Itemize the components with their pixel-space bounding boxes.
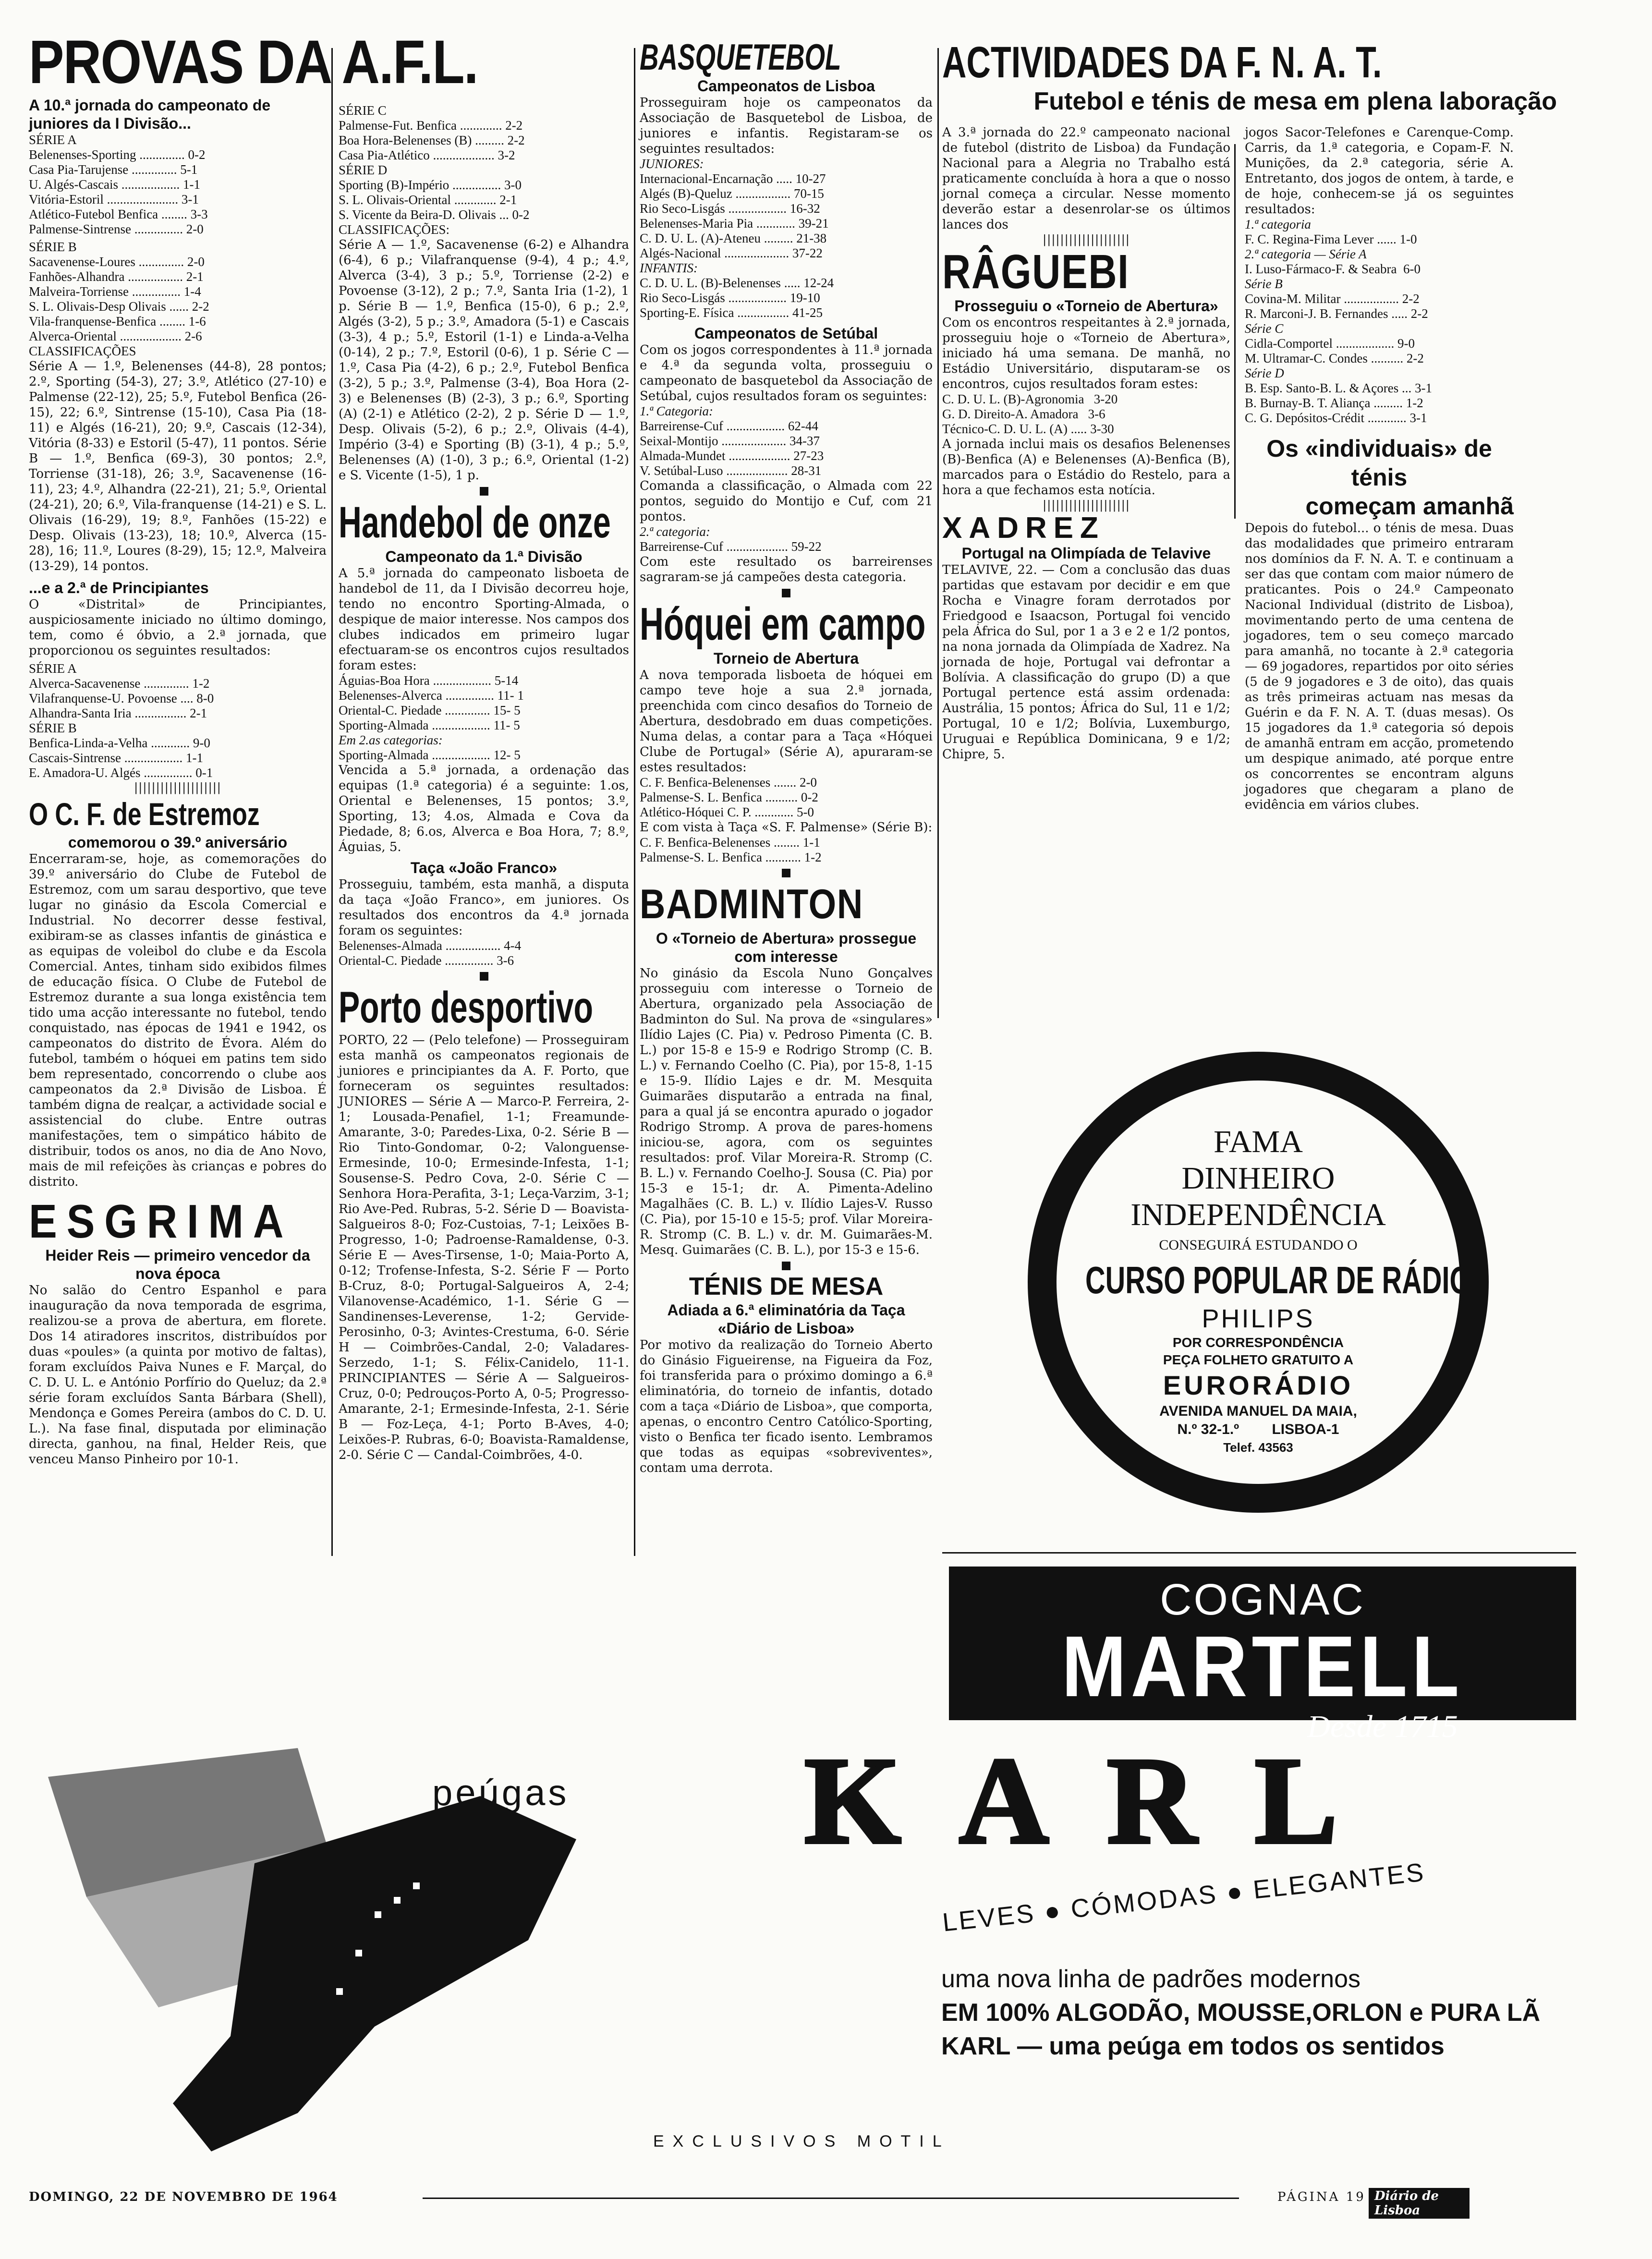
result-row: Alverca-Sacavenense .............. 1-2 bbox=[29, 676, 210, 691]
xadrez-text: TELAVIVE, 22. — Com a conclusão das duas partidas que estavam por decidir e em que Rocha e Vinagre foram derrotados por Friedgood e Isaacson, Portugal foi vencido pela África do Sul, por 1 a 3 e 2 e 1/2 pontos, na nona jornada da Olimpíada de Xadrez. Na jornada de hoje, Portugal vai defrontar a Bolívia. A classificação do grupo (D) a que Portugal pertence está assim ordenada: Austrália, 15 pontos; África do Sul, 11 e 1/2; Portugal, 10 e 1/2; Bolívia, Luxemburgo, Uruguai e República Dominicana, 9 e 1/2; Chipre, 5. bbox=[942, 563, 1230, 762]
result-row: Sporting-E. Física ................ 41-25 bbox=[640, 305, 823, 320]
radio-ad-line: FAMA bbox=[1214, 1124, 1303, 1159]
tenis-subtitle: Adiada a 6.ª eliminatória da Taça «Diário de Lisboa» bbox=[667, 1301, 905, 1337]
column-fnat bbox=[942, 38, 1576, 1037]
karl-line: uma nova linha de padrões modernos bbox=[941, 1965, 1361, 1993]
martell-line: Desde 1715 bbox=[1307, 1709, 1458, 1744]
karl-line: KARL — uma peúga em todos os sentidos bbox=[941, 2032, 1445, 2060]
result-row: Internacional-Encarnação ..... 10-27 bbox=[640, 171, 826, 186]
column-rule bbox=[634, 48, 635, 1556]
category-label: 1.ª Categoria: bbox=[640, 404, 713, 418]
badminton-title: BADMINTON bbox=[640, 881, 864, 927]
badminton-text: No ginásio da Escola Nuno Gonçalves prosseguiu com interesse o Torneio de Abertura, organizado pela Associação de Badminton do Sul. Na prova de «singulares» Ilídio Lajes (C. Pia) v. Pedroso Pimenta (C. B. L.) por 15-8 e 15-9 e Rodrigo Stromp (C. B. L.) v. Fernando Coelho (C. Pia), por 15-8, 1-15 e 15-9. Ilídio Lajes e dr. M. Mesquita Guimarães disputarão a entrada na final, para a qual já se encontra apurado o jogador Rodrigo Stromp. A prova de pares-homens iniciou-se, agora, com os seguintes resultados: prof. Vilar Moreira-R. Stromp (C. B. L.) v. Fernando Coelho-J. Sousa (C. Pia) por 15-3 e 15-1; dr. A. Pimenta-Adelino Magalhães (C. B. L.) v. Ilídio Lajes-V. Russo (C. Pia), por 15-10 e 15-5; prof. Vilar Moreira-R. Stromp (C. B. L.) v. dr. M. Guimarães-M. Mesq. Guimarães (C. B. L.), por 15-3 e 15-6. bbox=[640, 966, 933, 1257]
karl-line: EM 100% ALGODÃO, MOUSSE,ORLON e PURA LÃ bbox=[941, 1999, 1541, 2027]
result-row: Atlético-Hóquei C. P. ............ 5-0 bbox=[640, 805, 814, 819]
raguebi-text: Com os encontros respeitantes à 2.ª jornada, prosseguiu hoje o «Torneio de Abertura», iniciado há uma semana. De manhã, no Estádio Universitário, disputaram-se os encontros, cujos resultados foram estes: bbox=[942, 316, 1230, 391]
porto-text: PORTO, 22 — (Pelo telefone) — Prosseguiram esta manhã os campeonatos regionais de juniores e principiantes da A. F. Porto, que forneceram os seguintes resultados: JUNIORES — Série A — Marco-P. Ferreira, 2-1; Lousada-Penafiel, 1-1; Freamunde-Amarante, 3-0; Paredes-Lixa, 0-2. Série B — Rio Tinto-Gondomar, 0-2; Valonguense-Ermesinde, 10-0; Ermesinde-Infesta, 1-1; Sousense-S. Pedro Cova, 2-0. Série C — Senhora Hora-Perafita, 3-1; Leça-Varzim, 3-1; Rio Ave-Ped. Rubras, 5-2. Série D — Boavista-Salgueiros 8-0; Foz-Custoias, 7-1; Leixões B-Progresso, 1-0; Padroense-Ramaldense, 0-3. Série E — Aves-Tirsense, 1-0; Maia-Porto A, 0-12; Trofense-Infesta, S-2. Série F — Porto B-Cruz, 8-0; Portugal-Salgueiros A, 2-4; Vilanovense-Académico, 1-1. Série G — Sandinenses-Leverense, 1-2; Gervide-Perosinho, 0-3; Avintes-Crestuma, 6-0. Série H — Coimbrões-Candal, 2-0; Valadares-Serzedo, 1-1; S. Félix-Canidelo, 11-1. PRINCIPIANTES — Série A — Salgueiros-Cruz, 0-0; Pedrouços-Porto A, 0-5; Progresso-Amarante, 2-1; Ermesinde-Infesta, 2-1. Série B — Foz-Leça, 4-1; Porto B-Aves, 4-0; Leixões-P. Rubras, 6-0; Boavista-Ramaldense, 2-0. Série C — Candal-Coimbrões, 4-0. bbox=[339, 1033, 629, 1462]
afl-title: PROVAS DA A.F.L. bbox=[29, 28, 478, 97]
estremoz-subtitle: comemorou o 39.º aniversário bbox=[68, 834, 288, 851]
result-row: Vitória-Estoril ...................... 3-1 bbox=[29, 192, 199, 206]
raguebi-subtitle: Prosseguiu o «Torneio de Abertura» bbox=[954, 297, 1218, 315]
section-divider bbox=[339, 483, 629, 498]
tenis-text: Por motivo da realização do Torneio Aberto do Ginásio Figueirense, na Figueira da Foz, foi transferida para o próximo domingo a 6.ª eliminatória, do torneio de infantis, dotado com a taça «Diário de Lisboa», que comporta, apenas, o encontro Centro Católico-Sporting, visto o Benfica ter ficado isento. Lembramos que todas as equipas «sobreviventes», contam uma derrota. bbox=[640, 1338, 933, 1475]
result-row: Sacavenense-Loures .............. 2-0 bbox=[29, 255, 205, 269]
result-row: I. Luso-Fármaco-F. & Seabra 6-0 bbox=[1245, 262, 1421, 276]
serie-label: SÉRIE C bbox=[339, 103, 387, 118]
category-label: 2.ª categoria: bbox=[640, 524, 710, 539]
radio-ad bbox=[1057, 1081, 1471, 1484]
result-row: S. Vicente da Beira-D. Olivais ... 0-2 bbox=[339, 207, 530, 222]
setubal-subtitle: Campeonatos de Setúbal bbox=[694, 325, 878, 342]
classification-text: Série A — 1.º, Sacavenense (6-2) e Alhandra (6-4), 6 p.; Vilafranquense (9-4), 4 p.; 4.º, Alverca (3-4), 3 p.; 5.º, Torriense (2-2) e Povoense (3-12), 2 p.; 7.º, Santa Iria (1-2), 1 p. Série B — 1.º, Benfica (15-0), 6 p.; 2.º, Algés (3-2), 5 p.; 3.º, Amadora (5-1) e Cascais (3-3), 4 p.; 5.º, Estoril (1-1) e Linda-a-Velha (0-14), 2 p.; 7.º, Estoril (0-6), 1 p. Série C — 1.º, Casa Pia (4-2), 6 p.; 2.º, Futebol Benfica (3-2), 5 p.; 3.º, Palmense (3-4), Boa Hora (2-3) e Belenenses (B) (2-3), 3 p.; 6.º, Sporting (A) (2-1) e Atlético (2-2), 2 p. Série D — 1.º, Desp. Olivais (5-2), 6 p.; 2.º, Olivais (4-4), Império (3-4) e Sporting (B) (3-1), 4 p.; 5.º, Belenenses (A) (1-0), 3 p.; 6.º, Oriental (1-2) e S. Vicente (1-5), 1 p. bbox=[339, 238, 629, 483]
esgrima-text: No salão do Centro Espanhol e para inauguração da nova temporada de esgrima, realizou-se a prova de abertura, em florete. Dos 14 atiradores inscritos, distribuídos por duas «poules» (a quinta por motivo de faltas), foram excluídos Paiva Nunes e F. Marçal, do C. D. U. L. e António Porfírio do Queluz; da 2.ª série foram excluídos Santa Bárbara (Shell), Mendonça e Gomes Pereira (ambos do C. D. U. L.). Na fase final, disputada por eliminação directa, ganhou, na final, Helder Reis, que venceu Manso Pinheiro por 10-1. bbox=[29, 1283, 327, 1467]
taca-heading: Taça «João Franco» bbox=[410, 859, 558, 876]
ad-divider bbox=[942, 1552, 1576, 1554]
footer-masthead: Diário de Lisboa bbox=[1369, 2188, 1470, 2219]
category-label: JUNIORES: bbox=[640, 157, 704, 171]
result-row: Vilafranquense-U. Povoense .... 8-0 bbox=[29, 691, 214, 705]
esgrima-title: ESGRIMA bbox=[29, 1195, 293, 1248]
serie-label: SÉRIE A bbox=[29, 661, 77, 676]
martell-line: COGNAC bbox=[1160, 1575, 1365, 1624]
fnat-subtitle: Futebol e ténis de mesa em plena laboração bbox=[1033, 87, 1557, 115]
esgrima-subtitle: Heider Reis — primeiro vencedor da nova época bbox=[45, 1247, 310, 1282]
radio-ad-line: N.º 32-1.º bbox=[1177, 1421, 1239, 1437]
radio-ad-line: EURORÁDIO bbox=[1163, 1370, 1354, 1400]
principiantes-heading: ...e a 2.ª de Principiantes bbox=[29, 579, 209, 596]
result-row: S. L. Olivais-Oriental ............. 2-1 bbox=[339, 193, 517, 207]
result-row: Sporting-Almada .................. 11- 5 bbox=[339, 718, 520, 732]
result-row: Rio Seco-Lisgás .................. 16-32 bbox=[640, 201, 820, 216]
result-row: F. C. Regina-Fima Lever ...... 1-0 bbox=[1245, 232, 1417, 246]
section-divider bbox=[640, 1258, 933, 1272]
result-row: Alhandra-Santa Iria ................ 2-1 bbox=[29, 706, 207, 720]
fnat-left-text: A 3.ª jornada do 22.º campeonato nacional de futebol (distrito de Lisboa) da Fundação Nacional para a Alegria no Trabalho está praticamente concluída à hora a que o nosso jornal começa a circular. Nesse momento deverão estar a desenrolar-se os últimos lances dos bbox=[942, 125, 1230, 232]
result-row: Palmense-Fut. Benfica ............. 2-2 bbox=[339, 118, 523, 133]
handebol-subtitle: Campeonato da 1.ª Divisão bbox=[385, 548, 583, 565]
radio-ad-line: DINHEIRO bbox=[1181, 1161, 1335, 1196]
result-row: B. Esp. Santo-B. L. & Açores ... 3-1 bbox=[1245, 381, 1432, 395]
serie-label: SÉRIE A bbox=[29, 133, 77, 147]
fnat-right-text: jogos Sacor-Telefones e Carenque-Comp. Carris, da 1.ª categoria, e Copam-F. N. Munições, da 2.ª categoria, série A. Entretanto, dos jogos de ontem, à tarde, e de hoje, conhecem-se já os seguintes resultados: bbox=[1245, 125, 1514, 217]
category-label: 2.ª categoria — Série A bbox=[1245, 247, 1367, 261]
result-row: Belenenses-Alverca ............... 11- 1 bbox=[339, 688, 524, 703]
principiantes-text: O «Distrital» de Principiantes, auspiciosamente iniciado no último domingo, tem, como é óbvio, a 2.ª jornada, que proporcionou os seguintes resultados: bbox=[29, 597, 327, 658]
tenis-title: TÉNIS DE MESA bbox=[689, 1273, 884, 1300]
result-row: Belenenses-Maria Pia ............ 39-21 bbox=[640, 216, 829, 231]
result-row: Barreirense-Cuf ................... 59-22 bbox=[640, 539, 822, 554]
hoquei-text: A nova temporada lisboeta de hóquei em campo teve hoje a sua 2.ª jornada, preenchida com cinco desafios do Torneio de Abertura, desdobrado em duas competições. Numa delas, a contar para a Taça «Hóquei Clube de Portugal» (Série A), apuraram-se estes resultados: bbox=[640, 668, 933, 775]
result-row: C. F. Benfica-Belenenses ........ 1-1 bbox=[640, 835, 820, 850]
setubal-text: Com os jogos correspondentes à 11.ª jornada e 4.ª da segunda volta, prosseguiu o campeonato de basquetebol da Associação de Setúbal, cujos resultados foram os seguintes: bbox=[640, 343, 933, 403]
result-row: U. Algés-Cascais .................. 1-1 bbox=[29, 177, 200, 192]
radio-ad-line: POR CORRESPONDÊNCIA bbox=[1172, 1335, 1344, 1350]
category-label: Série C bbox=[1245, 321, 1284, 336]
individuais-text: Depois do futebol... o ténis de mesa. Duas das modalidades que primeiro entraram nos domínios da F. N. A. T. e continuam a ser das que contam com maior número de praticantes. Pois o 24.º Campeonato Nacional Individual (distrito de Lisboa), movimentando perto de uma centena de jogadores, tem o seu começo marcado para amanhã, no tocante à 2.ª categoria — 69 jogadores, repartidos por oito séries (5 de 9 jogadores e 3 de oito), das quais as três primeiras actuam nas mesas da Guérin e da F. N. A. T. (duas mesas). Os 15 jogadores da 1.ª categoria só depois de amanhã entram em acção, prometendo um despique animado, até porque entre os concorrentes se encontram alguns jogadores que chegaram a plano de evidência em vários clubes. bbox=[1245, 521, 1514, 812]
footer-date: DOMINGO, 22 DE NOVEMBRO DE 1964 bbox=[29, 2190, 338, 2204]
result-row: Algés (B)-Queluz ................. 70-15 bbox=[640, 186, 824, 201]
karl-tagline: LEVES ● CÓMODAS ● ELEGANTES bbox=[941, 1858, 1427, 1937]
page-footer bbox=[29, 2188, 1470, 2218]
footer-page: PÁGINA 19 bbox=[1277, 2190, 1366, 2204]
result-row: Cidla-Comportel .................. 9-0 bbox=[1245, 336, 1415, 351]
result-row: Cascais-Sintrense .................. 1-1 bbox=[29, 751, 203, 765]
category-label: INFANTIS: bbox=[640, 261, 698, 275]
section-divider bbox=[640, 585, 933, 599]
xadrez-title: XADREZ bbox=[942, 511, 1105, 545]
individuais-title: Os «individuais» de ténis bbox=[1266, 435, 1492, 491]
result-row: V. Setúbal-Luso ................... 28-31 bbox=[640, 463, 822, 478]
classification-heading: CLASSIFICAÇÕES: bbox=[339, 222, 450, 237]
philips-logo: PHILIPS bbox=[1202, 1304, 1315, 1333]
result-row: S. L. Olivais-Desp Olivais ...... 2-2 bbox=[29, 299, 209, 314]
karl-ad bbox=[29, 1732, 1585, 2180]
radio-ad-line: CONSEGUIRÁ ESTUDANDO O bbox=[1159, 1237, 1358, 1253]
setubal-text-3: Com este resultado os barreirenses sagraram-se já campeões desta categoria. bbox=[640, 555, 933, 584]
result-row: M. Ultramar-C. Condes .......... 2-2 bbox=[1245, 351, 1424, 365]
basquetebol-subtitle: Campeonatos de Lisboa bbox=[697, 77, 875, 95]
individuais-title-2: começam amanhã bbox=[1305, 493, 1514, 520]
radio-ad-line: AVENIDA MANUEL DA MAIA, bbox=[1159, 1403, 1357, 1419]
result-row: Oriental-C. Piedade .............. 15- 5 bbox=[339, 703, 521, 717]
section-divider: |||||||||||||||||||| bbox=[1043, 233, 1130, 246]
section-divider bbox=[640, 865, 933, 879]
handebol-text: A 5.ª jornada do campeonato lisboeta de handebol de 11, da I Divisão decorreu hoje, tendo no encontro Sporting-Almada, o despique de maior interesse. Nos campos dos clubes indicados em primeiro lugar efectuaram-se os encontros cujos resultados foram estes: bbox=[339, 566, 629, 673]
result-row: Fanhões-Alhandra ................. 2-1 bbox=[29, 269, 204, 284]
martell-logo: MARTELL bbox=[1061, 1618, 1464, 1715]
radio-ad-line: INDEPENDÊNCIA bbox=[1130, 1197, 1386, 1232]
result-row: Covina-M. Militar ................. 2-2 bbox=[1245, 291, 1420, 306]
result-row: Palmense-S. L. Benfica .......... 0-2 bbox=[640, 790, 818, 804]
result-row: Malveira-Torriense ............... 1-4 bbox=[29, 284, 201, 299]
result-row: Casa Pia-Tarujense .............. 5-1 bbox=[29, 162, 198, 177]
column-basquetebol bbox=[640, 38, 933, 1561]
footer-rule bbox=[423, 2198, 1239, 2199]
result-row: Algés-Nacional .................... 37-22 bbox=[640, 246, 823, 260]
result-row: Alverca-Oriental ................... 2-6 bbox=[29, 329, 202, 343]
result-row: C. D. U. L. (A)-Ateneu ......... 21-38 bbox=[640, 231, 827, 245]
result-row: C. G. Depósitos-Crédit ............ 3-1 bbox=[1245, 411, 1427, 425]
result-row: Palmense-S. L. Benfica ........... 1-2 bbox=[640, 850, 822, 864]
section-divider: |||||||||||||||||||| bbox=[1043, 498, 1130, 512]
result-row: Rio Seco-Lisgás .................. 19-10 bbox=[640, 291, 820, 305]
serie-label: SÉRIE B bbox=[29, 240, 77, 254]
estremoz-text: Encerraram-se, hoje, as comemorações do 39.º aniversário do Clube de Futebol de Estremoz, com um sarau desportivo, que teve lugar no ginásio da Escola Comercial e Industrial. No decorrer desse festival, exibiram-se as classes infantis de ginástica e as equipas de voleibol do clube e da Escola Comercial. Antes, tinham sido exibidos filmes de educação física. O Clube de Futebol de Estremoz durante a sua longa existência tem tido uma acção interessante no futebol, tendo conquistado, nas épocas de 1941 e 1942, os campeonatos do distrito de Évora. Além do futebol, também o hóquei em patins tem sido bem representado, concorrendo o clube aos campeonatos da 2.ª Divisão de Lisboa. É também digna de realçar, a actividade social e assistencial do clube. Entre outras manifestações, tem o simpático hábito de distribuir, todos os anos, no dia de Ano Novo, mais de mil refeições às crianças e pobres do distrito. bbox=[29, 852, 327, 1189]
hoquei-text-2: E com vista à Taça «S. F. Palmense» (Série B): bbox=[640, 820, 933, 835]
radio-ad-line: PEÇA FOLHETO GRATUITO A bbox=[1163, 1352, 1354, 1367]
category-label: Série D bbox=[1245, 366, 1284, 380]
category-label: 1.ª categoria bbox=[1245, 217, 1311, 231]
radio-ad-line: Telef. 43563 bbox=[1223, 1440, 1293, 1455]
raguebi-text-2: A jornada inclui mais os desafios Belenenses (B)-Benfica (A) e Belenenses (A)-Benfica (B), marcados para o Estádio do Restelo, para a hora a que fechamos esta notícia. bbox=[942, 437, 1230, 498]
xadrez-subtitle: Portugal na Olimpíada de Telavive bbox=[961, 545, 1211, 562]
category-label: Série B bbox=[1245, 277, 1283, 291]
result-row: C. F. Benfica-Belenenses ....... 2-0 bbox=[640, 775, 817, 789]
result-row: Sporting-Almada .................. 12- 5 bbox=[339, 748, 521, 762]
result-row: Casa Pia-Atlético ................... 3-2 bbox=[339, 148, 515, 162]
result-row: Oriental-C. Piedade ............... 3-6 bbox=[339, 953, 514, 968]
fnat-title: ACTIVIDADES DA F. N. A. T. bbox=[942, 38, 1382, 87]
estremoz-title: O C. F. de Estremoz bbox=[29, 796, 260, 832]
handebol-text-2: Vencida a 5.ª jornada, a ordenação das equipas (1.ª categoria) é a seguinte: 1.os, Oriental e Belenenses, 15 pontos; 3.º, Sporting, 13; 4.os, Almada e Cova da Piedade, 8; 6.os, Alverca e Boa Hora, 7; 8.º, Águias, 5. bbox=[339, 763, 629, 854]
result-row: B. Burnay-B. T. Aliança ......... 1-2 bbox=[1245, 396, 1423, 410]
result-row: Sporting (B)-Império ............... 3-0 bbox=[339, 178, 522, 192]
section-divider bbox=[339, 968, 629, 983]
column-rule bbox=[331, 48, 333, 1556]
result-row: Belenenses-Sporting .............. 0-2 bbox=[29, 147, 206, 162]
result-row: G. D. Direito-A. Amadora 3-6 bbox=[942, 407, 1105, 421]
serie-label: SÉRIE D bbox=[339, 163, 388, 177]
column-handebol bbox=[339, 103, 629, 1563]
result-row: Águias-Boa Hora .................. 5-14 bbox=[339, 673, 519, 688]
basquetebol-text: Prosseguiram hoje os campeonatos da Associação de Basquetebol de Lisboa, de juniores e infantis. Registaram-se os seguintes resultados: bbox=[640, 96, 933, 156]
category-label: Em 2.as categorias: bbox=[339, 733, 443, 747]
serie-label: SÉRIE B bbox=[29, 721, 77, 735]
motil-label: EXCLUSIVOS MOTIL bbox=[653, 2132, 950, 2150]
result-row: Barreirense-Cuf .................. 62-44 bbox=[640, 419, 818, 433]
result-row: Seixal-Montijo .................... 34-37 bbox=[640, 434, 820, 448]
result-row: Técnico-C. D. U. L. (A) ..... 3-30 bbox=[942, 422, 1114, 436]
result-row: C. D. U. L. (B)-Agronomia 3-20 bbox=[942, 392, 1118, 406]
porto-title: Porto desportivo bbox=[339, 983, 593, 1032]
result-row: E. Amadora-U. Algés ............... 0-1 bbox=[29, 765, 213, 780]
result-row: Vila-franquense-Benfica ........ 1-6 bbox=[29, 314, 206, 328]
setubal-text-2: Comanda a classificação, o Almada com 22 pontos, seguido do Montijo e Cuf, com 21 pontos. bbox=[640, 479, 933, 524]
classification-heading: CLASSIFICAÇÕES bbox=[29, 344, 136, 358]
hoquei-title: Hóquei em campo bbox=[640, 598, 926, 650]
radio-ad-headline: CURSO POPULAR DE RÁDIO bbox=[1085, 1259, 1471, 1301]
result-row: Palmense-Sintrense ............... 2-0 bbox=[29, 222, 204, 236]
basquetebol-title: BASQUETEBOL bbox=[640, 37, 841, 78]
section-divider: |||||||||||||||||||| bbox=[134, 781, 221, 794]
badminton-subtitle: O «Torneio de Abertura» prossegue com interesse bbox=[656, 930, 917, 965]
taca-text: Prosseguiu, também, esta manhã, a disputa da taça «João Franco», em juniores. Os resultados dos encontros da 4.ª jornada foram os seguintes: bbox=[339, 877, 629, 938]
result-row: Almada-Mundet ................... 27-23 bbox=[640, 449, 824, 463]
radio-ad-line: LISBOA-1 bbox=[1272, 1421, 1339, 1437]
hoquei-subtitle: Torneio de Abertura bbox=[713, 650, 859, 667]
result-row: Atlético-Futebol Benfica ........ 3-3 bbox=[29, 207, 208, 221]
raguebi-title: RÂGUEBI bbox=[942, 245, 1130, 299]
result-row: R. Marconi-J. B. Fernandes ..... 2-2 bbox=[1245, 306, 1428, 321]
martell-ad bbox=[949, 1567, 1576, 1744]
karl-logo: KARL bbox=[804, 1732, 1396, 1870]
result-row: Benfica-Linda-a-Velha ............ 9-0 bbox=[29, 736, 210, 750]
juniores-heading: A 10.ª jornada do campeonato de juniores da I Divisão... bbox=[29, 97, 271, 132]
column-rule bbox=[937, 48, 939, 1018]
result-row: C. D. U. L. (B)-Belenenses ..... 12-24 bbox=[640, 276, 834, 290]
result-row: Belenenses-Almada ................. 4-4 bbox=[339, 938, 522, 953]
handebol-title: Handebol de onze bbox=[339, 498, 611, 547]
classification-text: Série A — 1.º, Belenenses (44-8), 28 pontos; 2.º, Sporting (54-3), 27; 3.º, Atlético (27-10) e Palmense (22-12), 25; 5.º, Futebol Benfica (26-15), 22; 6.º, Sintrense (15-10), Casa Pia (18-11) e Algés (16-21), 20; 9.º, Cascais (12-34), Vitória (8-33) e Estoril (5-47), 11 pontos. Série B — 1.º, Benfica (69-3), 30 pontos; 2.º, Torriense (31-18), 26; 3.º, Sacavenense (16-11), 23; 4.º, Alhandra (22-21), 21; 5.º, Oriental (24-21), 20; 6.º, Vila-franquense (14-21) e S. L. Olivais (16-29), 19; 8.º, Fanhões (15-22) e Desp. Olivais (13-23), 18; 10.º, Alverca (15-28), 16; 11.º, Loures (8-29), 15; 12.º, Malveira (13-29), 14 pontos. bbox=[29, 359, 327, 573]
result-row: Boa Hora-Belenenses (B) ......... 2-2 bbox=[339, 133, 525, 147]
peugas-label: peúgas bbox=[432, 1773, 570, 1813]
